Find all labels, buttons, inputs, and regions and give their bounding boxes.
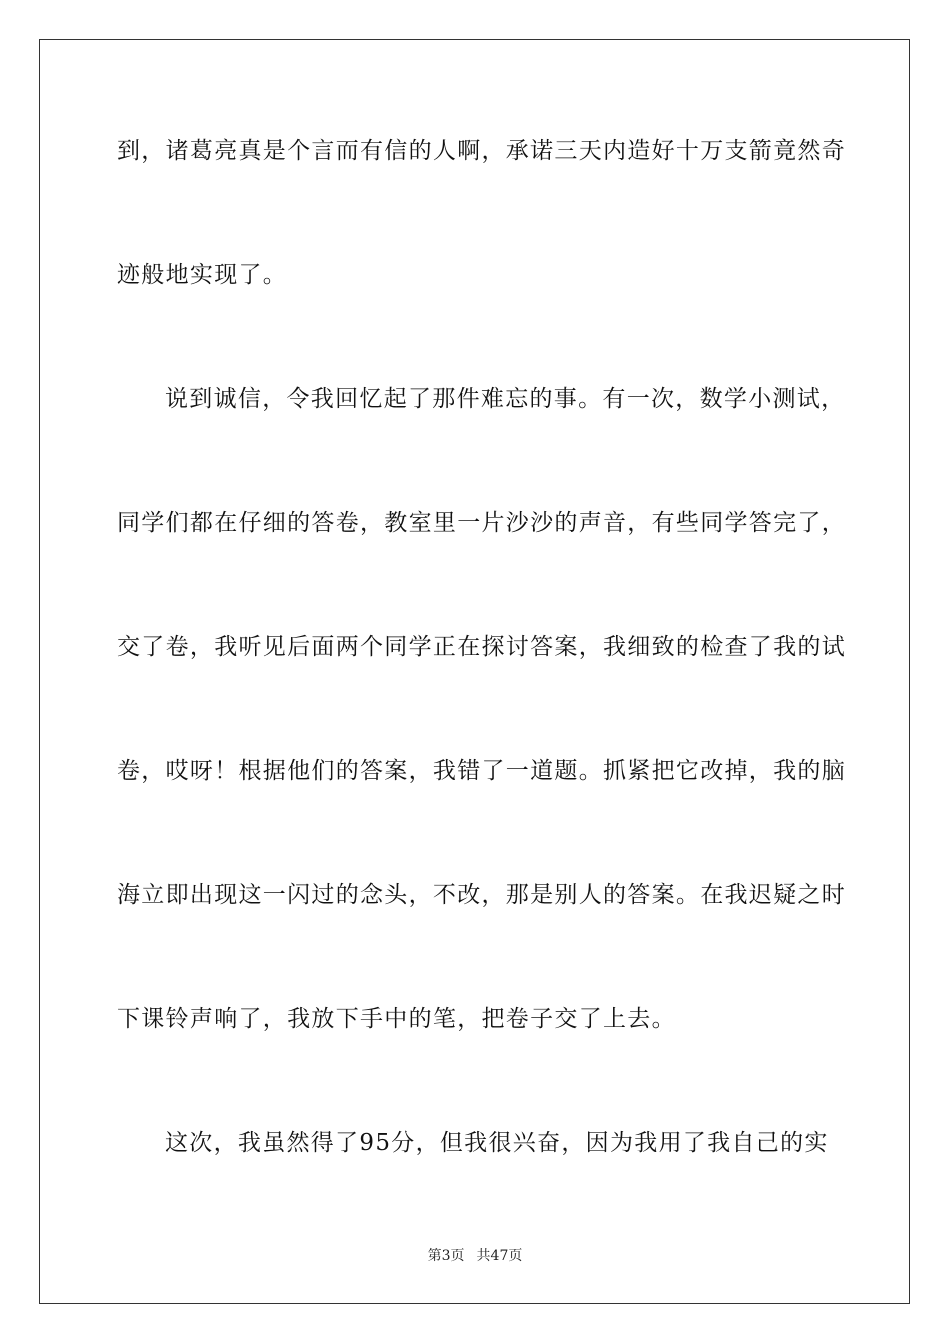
body-line-9: 这次，我虽然得了95分，但我很兴奋，因为我用了我自己的实 (165, 1130, 829, 1156)
page-border (39, 39, 910, 1304)
body-line-2: 迹般地实现了。 (117, 262, 288, 288)
body-line-7: 海立即出现这一闪过的念头，不改，那是别人的答案。在我迟疑之时 (117, 882, 846, 908)
page-number: 第3页 (427, 1248, 465, 1264)
page-footer (0, 1247, 950, 1265)
body-line-6: 卷，哎呀！根据他们的答案，我错了一道题。抓紧把它改掉，我的脑 (117, 758, 846, 784)
body-line-3: 说到诚信，令我回忆起了那件难忘的事。有一次，数学小测试， (165, 386, 846, 412)
body-line-5: 交了卷，我听见后面两个同学正在探讨答案，我细致的检查了我的试 (117, 634, 846, 660)
body-line-8: 下课铃声响了，我放下手中的笔，把卷子交了上去。 (117, 1006, 676, 1032)
body-line-4: 同学们都在仔细的答卷，教室里一片沙沙的声音，有些同学答完了， (117, 510, 846, 536)
total-pages: 共47页 (476, 1248, 523, 1264)
body-line-1: 到，诸葛亮真是个言而有信的人啊，承诺三天内造好十万支箭竟然奇 (117, 138, 846, 164)
